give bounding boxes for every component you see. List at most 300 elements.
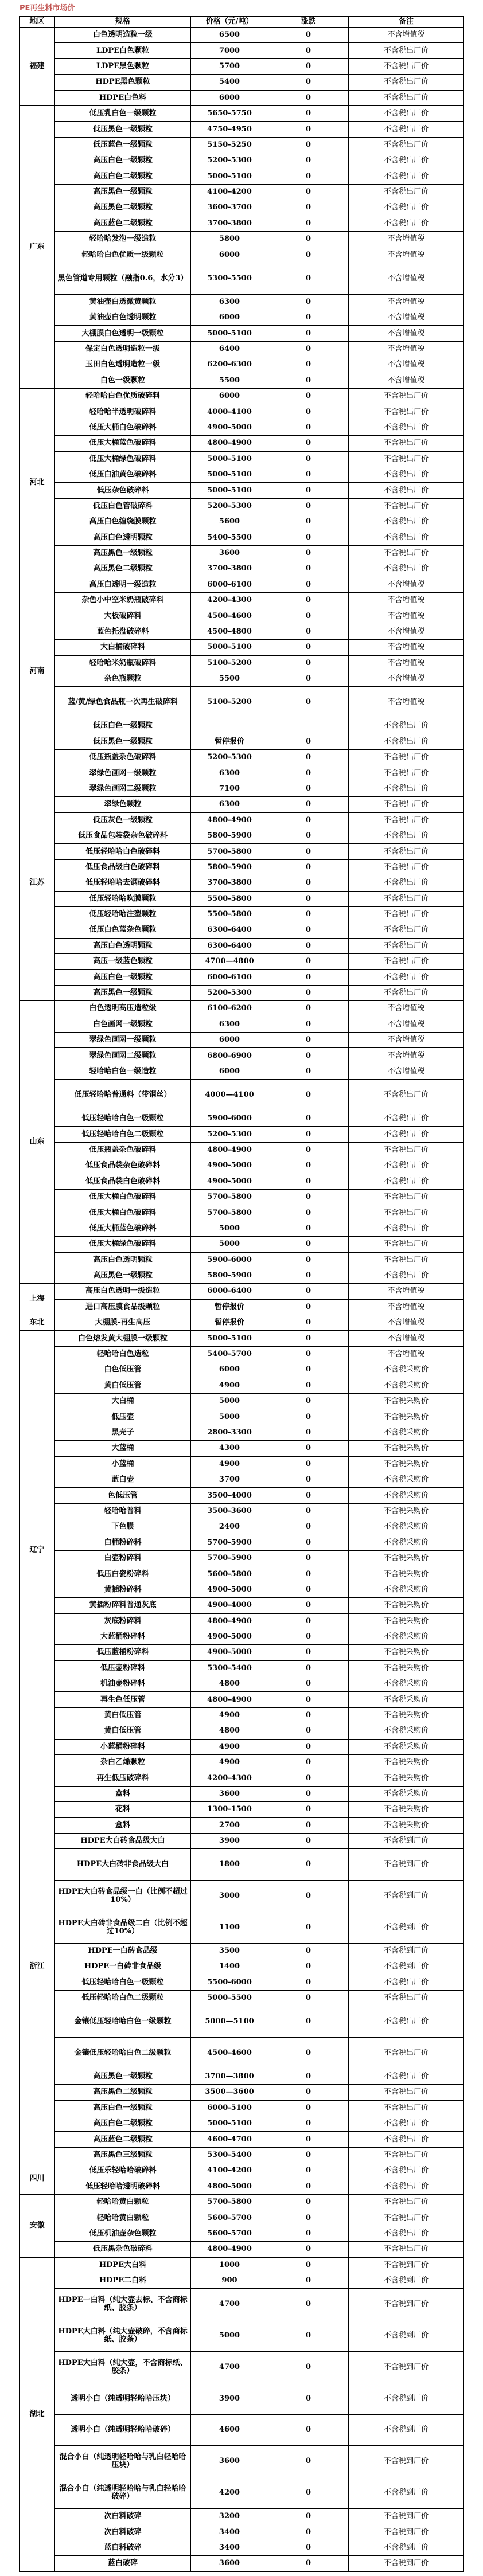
cell-price: 4000-4100 <box>191 404 268 420</box>
cell-price: 2800-3300 <box>191 1425 268 1440</box>
cell-spec: LDPE白色颗粒 <box>55 43 191 58</box>
table-row <box>20 687 464 718</box>
cell-price: 3000 <box>191 1881 268 1912</box>
cell-note: 不含增值税 <box>349 1346 464 1362</box>
cell-change: 0 <box>268 2038 349 2069</box>
cell-price: 5700 <box>191 58 268 74</box>
cell-spec: 大白桶 <box>55 1394 191 1409</box>
cell-change: 0 <box>268 2069 349 2084</box>
table-row <box>20 970 464 985</box>
cell-spec: 翠绿色画网二级颗粒 <box>55 1048 191 1064</box>
cell-spec: 低压白瓷粉碎料 <box>55 1566 191 1582</box>
cell-change: 0 <box>268 75 349 90</box>
cell-change: 0 <box>268 1331 349 1346</box>
cell-spec: 轻哈哈发泡一级造粒 <box>55 232 191 247</box>
cell-spec: 低压黑色一级颗粒 <box>55 122 191 137</box>
cell-change: 0 <box>268 2257 349 2273</box>
cell-note: 不含税到厂价 <box>349 1833 464 1848</box>
cell-spec: 金镶低压轻哈哈白色一级颗粒 <box>55 2006 191 2038</box>
cell-note: 不含税出厂价 <box>349 389 464 404</box>
cell-note: 不含增值税 <box>349 310 464 326</box>
cell-price: 5000-5100 <box>191 169 268 184</box>
cell-note: 不含税出厂价 <box>349 122 464 137</box>
cell-change: 0 <box>268 247 349 263</box>
cell-note: 不含税出厂价 <box>349 734 464 749</box>
cell-note: 不含税采购价 <box>349 1817 464 1833</box>
cell-spec: 高压黑色一级颗粒 <box>55 2069 191 2084</box>
table-row <box>20 2556 464 2571</box>
table-row <box>20 122 464 137</box>
table-row <box>20 1676 464 1692</box>
table-row <box>20 1315 464 1331</box>
table-row <box>20 781 464 796</box>
table-row <box>20 2163 464 2179</box>
table-row <box>20 1299 464 1315</box>
cell-change: 0 <box>268 2006 349 2038</box>
cell-change: 0 <box>268 687 349 718</box>
cell-note: 不含税采购价 <box>349 1802 464 1817</box>
cell-price: 3600-3700 <box>191 200 268 216</box>
cell-note: 不含增值税 <box>349 655 464 671</box>
cell-spec: 金镶低压轻哈哈白色二级颗粒 <box>55 2038 191 2069</box>
table-row <box>20 2414 464 2446</box>
cell-note: 不含税出厂价 <box>349 184 464 200</box>
cell-price: 6000 <box>191 247 268 263</box>
cell-spec: 高压白色二级颗粒 <box>55 169 191 184</box>
cell-spec: 低压大桶白色破碎料 <box>55 1189 191 1205</box>
cell-price: 6400 <box>191 341 268 357</box>
cell-price: 4500-4600 <box>191 608 268 624</box>
cell-note: 不含税出厂价 <box>349 859 464 875</box>
cell-change: 0 <box>268 2163 349 2179</box>
cell-change: 0 <box>268 326 349 341</box>
cell-price: 4900 <box>191 1378 268 1393</box>
cell-spec: 小蓝桶粉碎料 <box>55 1739 191 1754</box>
cell-spec: HDPE大白料（纯大壶，不含商标纸、胶条） <box>55 2351 191 2383</box>
table-row <box>20 1080 464 1111</box>
cell-spec: 低压瓶盖杂色破碎料 <box>55 1142 191 1158</box>
table-row <box>20 153 464 169</box>
cell-price: 4700 <box>191 2289 268 2320</box>
cell-price: 4500-4600 <box>191 2038 268 2069</box>
cell-note: 不含税出厂价 <box>349 58 464 74</box>
cell-price: 5600-5700 <box>191 2210 268 2226</box>
cell-price: 4900-5000 <box>191 1582 268 1597</box>
cell-spec: 低压轻哈哈白色二级颗粒 <box>55 1127 191 1142</box>
table-row <box>20 1064 464 1079</box>
cell-change: 0 <box>268 467 349 482</box>
cell-spec: 黄白低压管 <box>55 1707 191 1723</box>
cell-price: 4900-5000 <box>191 1645 268 1660</box>
table-row <box>20 1378 464 1393</box>
cell-price: 4900 <box>191 1739 268 1754</box>
cell-spec: 高压白色透明颗粒 <box>55 1252 191 1268</box>
cell-change: 0 <box>268 483 349 498</box>
cell-note: 不含税到厂价 <box>349 1912 464 1943</box>
cell-note: 不含税出厂价 <box>349 2163 464 2179</box>
cell-note: 不含增值税 <box>349 341 464 357</box>
table-row <box>20 1959 464 1975</box>
table-row <box>20 310 464 326</box>
cell-price: 3700-3800 <box>191 875 268 891</box>
cell-spec: 低压食品级白色破碎料 <box>55 859 191 875</box>
table-row <box>20 1582 464 1597</box>
cell-note: 不含税出厂价 <box>349 750 464 765</box>
cell-spec: 高压黑色一级颗粒 <box>55 184 191 200</box>
table-row <box>20 624 464 639</box>
cell-note: 不含增值税 <box>349 593 464 608</box>
cell-spec: 黑色管道专用颗粒（融指0.6，水分3） <box>55 263 191 294</box>
cell-note: 不含税出厂价 <box>349 2226 464 2241</box>
cell-note: 不含税采购价 <box>349 1394 464 1409</box>
cell-price: 5900-6000 <box>191 1111 268 1127</box>
cell-change: 0 <box>268 1613 349 1629</box>
cell-spec: 翠绿色画网一级颗粒 <box>55 765 191 781</box>
cell-spec: 蓝白壶 <box>55 1472 191 1487</box>
cell-price: 5000-5100 <box>191 640 268 655</box>
table-row <box>20 2100 464 2116</box>
cell-change: 0 <box>268 1755 349 1770</box>
cell-spec: 黄插粉碎料普通灰底 <box>55 1598 191 1613</box>
cell-change: 0 <box>268 765 349 781</box>
table-row <box>20 75 464 90</box>
cell-spec: 保定白色透明造粒一级 <box>55 341 191 357</box>
cell-note: 不含税采购价 <box>349 1535 464 1550</box>
cell-note: 不含税出厂价 <box>349 970 464 985</box>
cell-change: 0 <box>268 373 349 388</box>
cell-note: 不含增值税 <box>349 1315 464 1331</box>
cell-price: 5600-5700 <box>191 2226 268 2241</box>
cell-change: 0 <box>268 1189 349 1205</box>
cell-note: 不含增值税 <box>349 608 464 624</box>
table-row <box>20 2446 464 2477</box>
cell-change: 0 <box>268 2195 349 2210</box>
cell-price: 5500-5800 <box>191 891 268 906</box>
cell-spec: 高压白色一级颗粒 <box>55 970 191 985</box>
cell-spec: 机油壶粉碎料 <box>55 1676 191 1692</box>
table-row <box>20 671 464 687</box>
cell-spec: 翠绿色画网一级颗粒 <box>55 1033 191 1048</box>
cell-spec: 低压瓶盖杂色破碎料 <box>55 750 191 765</box>
cell-price: 5800 <box>191 232 268 247</box>
cell-change: 0 <box>268 389 349 404</box>
cell-note: 不含税采购价 <box>349 1786 464 1801</box>
cell-note: 不含税出厂价 <box>349 1158 464 1174</box>
cell-spec: 高压黑色一级颗粒 <box>55 545 191 561</box>
cell-price: 4200-4300 <box>191 593 268 608</box>
cell-spec: 黄油壶白透微黄颗粒 <box>55 294 191 310</box>
table-row <box>20 1441 464 1456</box>
cell-change: 0 <box>268 781 349 796</box>
cell-price: 2700 <box>191 1817 268 1833</box>
cell-spec: 白色透明造粒一级 <box>55 28 191 43</box>
cell-spec: HDPE大白砖食品级一白（比例不超过10%） <box>55 1881 191 1912</box>
cell-spec: HDPE二白料 <box>55 2273 191 2288</box>
cell-note: 不含税出厂价 <box>349 153 464 169</box>
cell-note: 不含税到厂价 <box>349 2508 464 2524</box>
table-row <box>20 2242 464 2257</box>
cell-note: 不含税出厂价 <box>349 844 464 859</box>
cell-price: 6300-6400 <box>191 938 268 953</box>
cell-change: 0 <box>268 1064 349 1079</box>
table-row <box>20 1770 464 1786</box>
cell-change: 0 <box>268 1111 349 1127</box>
cell-change: 0 <box>268 593 349 608</box>
cell-price: 5000 <box>191 1237 268 1252</box>
cell-price: 5500-6000 <box>191 1975 268 1990</box>
cell-price: 5200-5300 <box>191 985 268 1000</box>
table-row <box>20 561 464 577</box>
cell-spec: 高压白透明一级造粒 <box>55 577 191 592</box>
cell-note: 不含税出厂价 <box>349 75 464 90</box>
cell-price: 5500-5800 <box>191 906 268 922</box>
cell-change: 0 <box>268 1142 349 1158</box>
table-row <box>20 2226 464 2241</box>
cell-region: 上海 <box>20 1284 55 1315</box>
cell-change: 0 <box>268 122 349 137</box>
cell-change: 0 <box>268 1456 349 1472</box>
cell-change: 0 <box>268 797 349 812</box>
table-row <box>20 451 464 467</box>
cell-note: 不含税出厂价 <box>349 2006 464 2038</box>
cell-spec: HDPE黑色颗粒 <box>55 75 191 90</box>
cell-region: 江苏 <box>20 765 55 1001</box>
cell-note: 不含税出厂价 <box>349 2069 464 2084</box>
table-row <box>20 436 464 451</box>
cell-spec: 低压壶粉碎料 <box>55 1660 191 1676</box>
table-row <box>20 1362 464 1378</box>
cell-change: 0 <box>268 1723 349 1739</box>
cell-price: 3600 <box>191 1786 268 1801</box>
cell-change: 0 <box>268 1912 349 1943</box>
cell-note: 不含税出厂价 <box>349 797 464 812</box>
cell-note: 不含税出厂价 <box>349 2210 464 2226</box>
cell-price: 5400-5700 <box>191 1346 268 1362</box>
cell-spec: 白色熔发黄大棚膜一级颗粒 <box>55 1331 191 1346</box>
cell-spec: 低压乐轻哈哈破碎料 <box>55 2163 191 2179</box>
cell-price: 5200-5300 <box>191 1127 268 1142</box>
cell-price: 5000—5100 <box>191 2006 268 2038</box>
cell-note: 不含税到厂价 <box>349 2351 464 2383</box>
col-header-price: 价格（元/吨） <box>191 17 268 28</box>
cell-change: 0 <box>268 216 349 231</box>
table-row <box>20 1566 464 1582</box>
cell-spec: 低压蓝桶粉碎料 <box>55 1645 191 1660</box>
cell-spec: 轻哈哈白色优质破碎料 <box>55 389 191 404</box>
cell-spec: 低压大桶蓝色破碎料 <box>55 1221 191 1236</box>
table-row <box>20 797 464 812</box>
cell-spec: 轻哈哈黄白颗粒 <box>55 2195 191 2210</box>
cell-note: 不含增值税 <box>349 1284 464 1299</box>
cell-note: 不含税出厂价 <box>349 2147 464 2163</box>
cell-change: 0 <box>268 1315 349 1331</box>
cell-change: 0 <box>268 357 349 373</box>
cell-note: 不含税出厂价 <box>349 2100 464 2116</box>
cell-price: 1100 <box>191 1912 268 1943</box>
cell-change: 0 <box>268 954 349 970</box>
cell-change: 0 <box>268 436 349 451</box>
cell-note: 不含税出厂价 <box>349 1111 464 1127</box>
cell-price: 5600 <box>191 514 268 530</box>
cell-spec: 高压白色一级颗粒 <box>55 2100 191 2116</box>
cell-price: 5000-5100 <box>191 326 268 341</box>
table-row <box>20 2273 464 2288</box>
cell-price: 4900-5000 <box>191 1629 268 1644</box>
table-row <box>20 357 464 373</box>
cell-price: 3200 <box>191 2508 268 2524</box>
cell-note: 不含税到厂价 <box>349 2383 464 2414</box>
cell-change: 0 <box>268 1660 349 1676</box>
cell-note: 不含税出厂价 <box>349 1189 464 1205</box>
cell-spec: 次白料破碎 <box>55 2524 191 2540</box>
table-row <box>20 922 464 938</box>
cell-price: 4200-4300 <box>191 1770 268 1786</box>
cell-spec: 白桶粉碎料 <box>55 1535 191 1550</box>
cell-spec: 低压轻哈哈吹膜颗粒 <box>55 891 191 906</box>
cell-change: 0 <box>268 530 349 545</box>
cell-price: 3700—3800 <box>191 2069 268 2084</box>
cell-change: 0 <box>268 1833 349 1848</box>
cell-price: 6100-6200 <box>191 1001 268 1017</box>
cell-price: 5700-5800 <box>191 2195 268 2210</box>
table-row <box>20 1881 464 1912</box>
cell-change: 0 <box>268 624 349 639</box>
cell-change: 0 <box>268 577 349 592</box>
table-row <box>20 608 464 624</box>
cell-price: 5500 <box>191 373 268 388</box>
table-row <box>20 2085 464 2100</box>
table-row <box>20 247 464 263</box>
cell-spec: 玉田白色透明造粒一级 <box>55 357 191 373</box>
cell-note: 不含增值税 <box>349 1001 464 1017</box>
table-row <box>20 514 464 530</box>
table-row <box>20 1707 464 1723</box>
cell-spec: 高压白色一级颗粒 <box>55 153 191 169</box>
cell-note: 不含税到厂价 <box>349 1943 464 1959</box>
cell-price: 6000 <box>191 310 268 326</box>
cell-change: 0 <box>268 2147 349 2163</box>
table-row <box>20 875 464 891</box>
cell-note: 不含税到厂价 <box>349 1959 464 1975</box>
table-row <box>20 1111 464 1127</box>
cell-note: 不含税出厂价 <box>349 451 464 467</box>
cell-change: 0 <box>268 232 349 247</box>
cell-change: 0 <box>268 640 349 655</box>
cell-note: 不含增值税 <box>349 232 464 247</box>
cell-change: 0 <box>268 263 349 294</box>
cell-note: 不含增值税 <box>349 1048 464 1064</box>
table-row <box>20 2038 464 2069</box>
cell-price: 5000 <box>191 1394 268 1409</box>
cell-change: 0 <box>268 2226 349 2241</box>
cell-spec: 高压白色透明颗粒 <box>55 938 191 953</box>
cell-price: 5200-5300 <box>191 750 268 765</box>
cell-note: 不含税出厂价 <box>349 812 464 828</box>
cell-note: 不含增值税 <box>349 263 464 294</box>
cell-spec: 白色透明高压造粒级 <box>55 1001 191 1017</box>
cell-spec: 轻哈哈白色优质一级颗粒 <box>55 247 191 263</box>
cell-price: 6000-6100 <box>191 577 268 592</box>
cell-note: 不含增值税 <box>349 294 464 310</box>
cell-region: 福建 <box>20 28 55 106</box>
cell-price: 5200-5300 <box>191 498 268 514</box>
cell-price: 5000 <box>191 2320 268 2352</box>
cell-note: 不含税出厂价 <box>349 922 464 938</box>
cell-spec: 轻哈哈白色一级造粒 <box>55 1064 191 1079</box>
cell-note: 不含税到厂价 <box>349 2320 464 2352</box>
table-row <box>20 2540 464 2555</box>
table-row <box>20 828 464 843</box>
cell-price: 5400-5500 <box>191 530 268 545</box>
cell-spec: 蓝色托盘破碎料 <box>55 624 191 639</box>
cell-note: 不含税采购价 <box>349 1613 464 1629</box>
cell-note: 不含税出厂价 <box>349 561 464 577</box>
table-row <box>20 2132 464 2147</box>
cell-spec: 翠绿色颗粒 <box>55 797 191 812</box>
cell-spec: 下色膜 <box>55 1519 191 1535</box>
cell-price: 5700-5900 <box>191 1535 268 1550</box>
cell-note: 不含税采购价 <box>349 1456 464 1472</box>
cell-spec: 蓝白料破碎 <box>55 2540 191 2555</box>
cell-price: 6000 <box>191 1064 268 1079</box>
cell-spec: 高压蓝色二级颗粒 <box>55 216 191 231</box>
cell-spec: 低压白色一级颗粒 <box>55 718 191 734</box>
cell-price: 6000-6400 <box>191 1284 268 1299</box>
cell-note: 不含税出厂价 <box>349 436 464 451</box>
cell-price: 5300-5500 <box>191 263 268 294</box>
cell-spec: HDPE大白砖非食品级大白 <box>55 1849 191 1881</box>
cell-price: 3900 <box>191 1833 268 1848</box>
table-row <box>20 1472 464 1487</box>
cell-note: 不含税出厂价 <box>349 828 464 843</box>
cell-note: 不含税采购价 <box>349 1660 464 1676</box>
cell-price: 4900 <box>191 1707 268 1723</box>
cell-price: 4900-5000 <box>191 420 268 435</box>
cell-spec: 低压白色蓝杂色颗粒 <box>55 922 191 938</box>
cell-spec: 黄白低压管 <box>55 1723 191 1739</box>
cell-note: 不含税出厂价 <box>349 875 464 891</box>
cell-note: 不含增值税 <box>349 1033 464 1048</box>
cell-note: 不含税采购价 <box>349 1519 464 1535</box>
cell-spec: 低压食品袋白色破碎料 <box>55 1174 191 1189</box>
cell-price: 3700-3800 <box>191 561 268 577</box>
table-row <box>20 1990 464 2006</box>
cell-price: 3500 <box>191 1943 268 1959</box>
table-row <box>20 859 464 875</box>
cell-spec: 高压黑色二级颗粒 <box>55 200 191 216</box>
cell-change: 0 <box>268 1394 349 1409</box>
cell-price: 6000 <box>191 389 268 404</box>
cell-change: 0 <box>268 2383 349 2414</box>
cell-change: 0 <box>268 1629 349 1644</box>
cell-note: 不含增值税 <box>349 1299 464 1315</box>
table-row <box>20 1017 464 1032</box>
cell-note: 不含税采购价 <box>349 1645 464 1660</box>
cell-price: 4900-4000 <box>191 1598 268 1613</box>
cell-note: 不含税采购价 <box>349 1707 464 1723</box>
cell-price: 3400 <box>191 2524 268 2540</box>
cell-note: 不含增值税 <box>349 671 464 687</box>
cell-change: 0 <box>268 1048 349 1064</box>
cell-spec: 白色画网一级颗粒 <box>55 1017 191 1032</box>
cell-change: 0 <box>268 1127 349 1142</box>
cell-price: 5700-5800 <box>191 844 268 859</box>
cell-price: 暂停报价 <box>191 734 268 749</box>
cell-spec: 低压乳白色一级颗粒 <box>55 105 191 121</box>
cell-spec: 杂白乙烯颗粒 <box>55 1755 191 1770</box>
cell-change: 0 <box>268 1205 349 1221</box>
table-row <box>20 294 464 310</box>
